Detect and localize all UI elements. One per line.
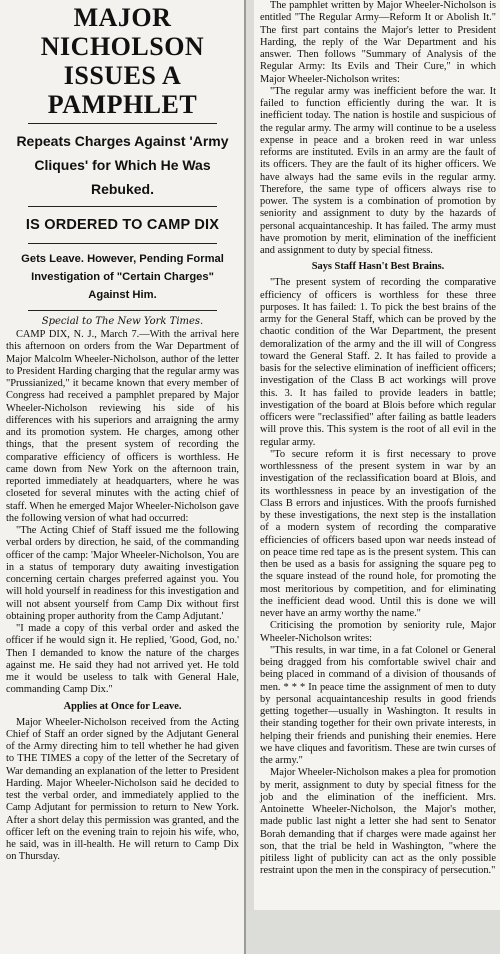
article-paragraph: "To secure reform it is first necessary to prove worthlessness of the present system in war by an investigation of the reclassification board at Blois, and its worthlessness in peace by an investigation of the Class B errors and injustices. With the proofs furnished by these investigations, the next step is the installation of a modern system of recording the comparative efficiencies of officers based upon war needs instead of on peace time red tape as is the present system. This can then be used as a basis for assigning the square peg to the square instead of the round hole, for promoting the most meritorious by competition, and for eliminating the inefficient dead wood. Until this is done we will never have an army worthy the name." (260, 448, 496, 619)
headline-line-2: ISSUES A PAMPHLET (47, 61, 198, 119)
article-paragraph: "The regular army was inefficient before the war. It failed to function efficiently during the war. It is inefficient today. The nation is hostile and suspicious of the regular army. The army will continue to be a useless expense in peace and a broken reed in war unless reforms are instituted. Evils in an army are the fault of its officers. They are the fault of its higher officers. We have always had the same evils in the regular army. Therefore, the same type of officers always rise to power. The system is a combination of promotion by seniority and assignment to duty by the hazards of personal acquaintanceship. It has failed. The army must have promotion by merit, elimination of the inefficient and assignment to duty by special fitness. (260, 85, 496, 256)
left-column (0, 0, 246, 954)
divider (28, 206, 217, 207)
divider (28, 243, 217, 244)
article-paragraph: CAMP DIX, N. J., March 7.—With the arrival here this afternoon on orders from the War Department of Major Malcolm Wheeler-Nicholson, author of the letter to President Harding charging that the regular army was "Prussianized," it became known that every member of Congress had received a pamphlet prepared by Major Wheeler-Nicholson reviewing his side of his differences with his superiors and arraigning the army and its promotion system. He charges, among other things, that the present system of recording the comparative efficiency of officers is worthless. He came down from New York on the afternoon train, reported immediately at headquarters, where he was closeted for several minutes with the acting chief of staff. When he emerged Major Wheeler-Nicholson gave the following version of what had occurred: (6, 329, 239, 524)
subhead: Applies at Once for Leave. (63, 700, 182, 712)
article-paragraph: Criticising the promotion by seniority rule, Major Wheeler-Nicholson writes: (260, 620, 496, 644)
article-paragraph: "The Acting Chief of Staff issued me the following verbal orders by direction, he said, of the commanding officer of the camp: 'Major Wheeler-Nicholson, You are in a status of temporary duty awaiting investigation concerning certain charges preferred against you. You will hold yourself in readiness for this investigation and will not absent yourself from Camp Dix without first obtaining proper authority from the Camp Adjutant.' (6, 525, 239, 622)
article-paragraph: The pamphlet written by Major Wheeler-Nicholson is entitled "The Regular Army—Reform It or Abolish It." The first part contains the Major's letter to President Harding, the reply of the War Department and his answer. Then follows "Summary of Analysis of the Regular Army: Its Evils and Their Cure," in which Major Wheeler-Nicholson writes: (260, 0, 496, 85)
headline-line-1: MAJOR NICHOLSON (40, 3, 205, 61)
article-paragraph: Major Wheeler-Nicholson received from the Acting Chief of Staff an order signed by the Adjutant General of the Army directing him to tell whether he had given to THE TIMES a copy of the letter of the Secretary of War demanding an explanation of the letter to President Harding. Major Wheeler-Nicholson said he decided to test the verbal order, and immediately applied to the Camp Adjutant for permission to return to New York. After a short delay this permission was granted, and the officer left on the evening train to rejoin his wife, who, he said, was in ill-health. He will return to Camp Dix on Thursday. (6, 716, 239, 863)
article-paragraph: "I made a copy of this verbal order and asked the officer if he would sign it. He replied, 'Good, God, no.' Then I demanded to know the nature of the charges against me. He said they had not arrived yet. He told me it would be useless to talk with General Hale, commanding Camp Dix." (6, 623, 239, 696)
article-paragraph: Major Wheeler-Nicholson makes a plea for promotion by merit, assignment to duty by special fitness for the job and the elimination of the inefficient. Mrs. Antoinette Wheeler-Nicholson, the Major's mother, made public last night a letter she had sent to Senator Borah demanding that if charges were made against her son, that the trial be held in Washington, "where the pitiless light of publicity can act as the only possible restraint upon the men in the conspiracy of persecution." (260, 767, 496, 877)
article-paragraph: "This results, in war time, in a fat Colonel or General being dragged from his comfortable swivel chair and being placed in command of a division of thousands of men. * * * In peace time the assignment of men to duty by personal acquaintanceship results in good friends getting together—usually in Washington. It results in their standing together for their own private interests, in helping their friends and punishing their enemies. Here we have cliques and favoritism. These are twin curses of the army." (260, 644, 496, 766)
divider (28, 123, 217, 124)
right-column (254, 0, 500, 910)
article-paragraph: "The present system of recording the comparative efficiency of officers is worthless for these three purposes. It has failed: 1. To pick the best brains of the army for the General Staff, which can be proved by the chaotic condition of the War Department, the present demoralization of the army and the ill will of Congress toward the General Staff. 2. It has failed to provide a basis for the selective elimination of inefficient officers; investigation of the Class B act workings will prove this. 3. It has failed to provide leaders in battle; investigation of the board at Blois before which regular officers were "reclassified" after failing as battle leaders will prove this. This system is the root of all evil in the regular army. (260, 277, 496, 448)
subhead: Says Staff Hasn't Best Brains. (311, 261, 445, 273)
divider (28, 310, 217, 311)
deck-1: Repeats Charges Against 'Army Cliques' for Which He Was Rebuked. (16, 133, 229, 197)
deck-2: IS ORDERED TO CAMP DIX (25, 217, 220, 233)
dateline: Special to The New York Times. (41, 316, 204, 327)
deck-3: Gets Leave. However, Pending Formal Investigation of "Certain Charges" Against Him. (21, 253, 224, 301)
